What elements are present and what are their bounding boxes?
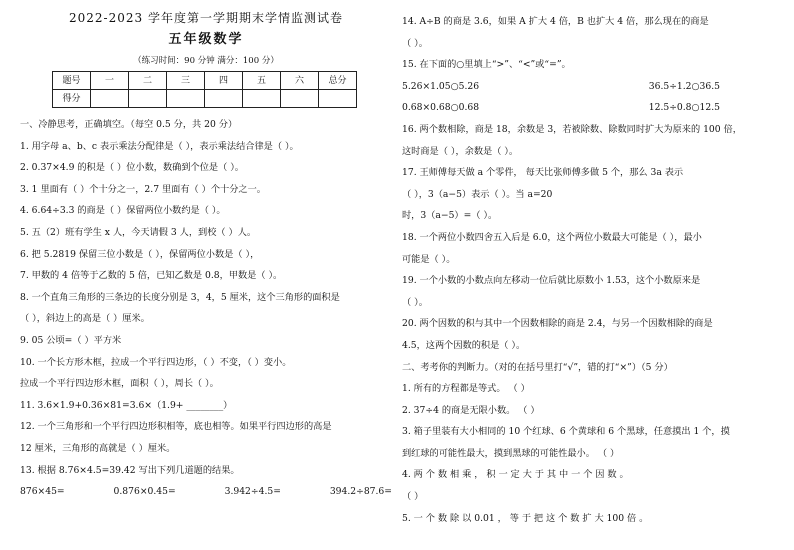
table-cell: 四 <box>205 72 243 90</box>
question-18: 18. 一个两位小数四舍五入后是 6.0，这个两位小数最大可能是（ ），最小 <box>402 231 702 243</box>
exam-info: （练习时间：90 分钟 满分：100 分） <box>133 56 279 66</box>
score-cell[interactable] <box>243 90 281 108</box>
question-4: 4. 6.64÷3.3 的商是（ ）保留两位小数约是（ ）。 <box>20 205 226 217</box>
question-8-cont: （ ），斜边上的高是（ ）厘米。 <box>20 313 150 325</box>
calc-item: 0.876×0.45= <box>113 486 176 498</box>
calc-item: 3.942÷4.5= <box>224 486 281 498</box>
question-2: 2. 0.37×4.9 的积是（ ）位小数，数确到个位是（ ）。 <box>20 162 244 174</box>
compare-row <box>402 76 780 98</box>
question-9: 9. 05 公顷=（ ）平方米 <box>20 334 122 346</box>
table-cell: 二 <box>129 72 167 90</box>
compare-item: 0.68×0.68○0.68 <box>402 102 480 114</box>
score-cell[interactable] <box>129 90 167 108</box>
exam-title: 2022-2023 学年度第一学期期末学情监测试卷 <box>69 11 343 25</box>
question-3: 3. 1 里面有（ ）个十分之一，2.7 里面有（ ）个十分之一。 <box>20 183 266 195</box>
question-15: 15. 在下面的○里填上“>”、“<”或“=”。 <box>402 59 571 71</box>
compare-item: 5.26×1.05○5.26 <box>402 80 480 92</box>
question-10: 10. 一个长方形木框，拉成一个平行四边形，（ ）不变，（ ）变小。 <box>20 356 292 368</box>
question-10-cont: 拉成一个平行四边形木框，面积（ ），周长（ ）。 <box>20 378 219 390</box>
question-12: 12. 一个三角形和一个平行四边形积相等，底也相等。如果平行四边形的高是 <box>20 421 332 433</box>
score-cell[interactable] <box>319 90 357 108</box>
question-8: 8. 一个直角三角形的三条边的长度分别是 3，4，5 厘米，这个三角形的面积是 <box>20 291 340 303</box>
table-cell: 得分 <box>53 90 91 108</box>
table-cell: 五 <box>243 72 281 90</box>
question-5: 5. 五（2）班有学生 x 人，今天请假 3 人，到校（ ）人。 <box>20 226 257 238</box>
right-column <box>402 0 780 529</box>
table-cell: 六 <box>281 72 319 90</box>
question-6: 6. 把 5.2819 保留三位小数是（ ），保留两位小数是（ ）， <box>20 248 260 260</box>
calc-item: 394.2÷87.6= <box>329 486 392 498</box>
question-1: 1. 用字母 a、b、c 表示乘法分配律是（ ），表示乘法结合律是（ ）。 <box>20 140 299 152</box>
score-cell[interactable] <box>281 90 319 108</box>
question-17-end: 时，3（a−5）=（ ）。 <box>402 210 498 222</box>
question-16-cont: 这时商是（ ），余数是（ ）。 <box>402 145 519 157</box>
section-two-heading: 二、考考你的判断力。（对的在括号里打“√”，错的打“×”）（5 分） <box>402 361 673 373</box>
score-table-score-row <box>53 90 357 108</box>
table-cell: 题号 <box>53 72 91 90</box>
question-12-cont: 12 厘米，三角形的高就是（ ）厘米。 <box>20 442 176 454</box>
question-13: 13. 根据 8.76×4.5=39.42 写出下列几道题的结果。 <box>20 464 240 476</box>
judge-5: 5. 一 个 数 除 以 0.01 ， 等 于 把 这 个 数 扩 大 100 倍 。 <box>402 512 649 524</box>
score-cell[interactable] <box>91 90 129 108</box>
table-cell: 总分 <box>319 72 357 90</box>
score-table <box>52 71 357 108</box>
judge-3: 3. 箱子里装有大小相同的 10 个红球、6 个黄球和 6 个黑球，任意摸出 1 个，摸 <box>402 426 730 438</box>
left-column <box>20 0 392 503</box>
score-cell[interactable] <box>167 90 205 108</box>
table-cell: 三 <box>167 72 205 90</box>
compare-item: 12.5÷0.8○12.5 <box>648 102 720 114</box>
question-7: 7. 甲数的 4 倍等于乙数的 5 倍，已知乙数是 0.8，甲数是（ ）。 <box>20 270 283 282</box>
question-16: 16. 两个数相除，商是 18，余数是 3，若被除数、除数同时扩大为原来的 100 倍， <box>402 123 742 135</box>
compare-row <box>402 97 780 119</box>
calc-item: 876×45= <box>20 486 65 498</box>
question-19: 19. 一个小数的小数点向左移动一位后就比原数小 1.53，这个小数原来是 <box>402 275 701 287</box>
compare-item: 36.5÷1.2○36.5 <box>648 80 720 92</box>
question-14-cont: （ ）。 <box>402 37 428 49</box>
question-18-cont: 可能是（ ）。 <box>402 253 456 265</box>
question-11: 11. 3.6×1.9+0.36×81=3.6×（1.9+ ________） <box>20 399 233 411</box>
judge-4-cont: （ ） <box>402 491 424 503</box>
judge-1: 1. 所有的方程都是等式。 （ ） <box>402 383 530 395</box>
question-20: 20. 两个因数的积与其中一个因数相除的商是 2.4，与另一个因数相除的商是 <box>402 318 713 330</box>
question-20-cont: 4.5，这两个因数的积是（ ）。 <box>402 339 526 351</box>
score-cell[interactable] <box>205 90 243 108</box>
question-17: 17. 王师傅每天做 a 个零件， 每天比张师傅多做 5 个，那么 3a 表示 <box>402 167 684 179</box>
question-13-calc-row <box>20 481 392 503</box>
judge-3-cont: 到红球的可能性最大，摸到黑球的可能性最小。 （ ） <box>402 447 620 459</box>
question-17-cont: （ ），3（a−5）表示（ ）。当 a=20 <box>402 188 553 200</box>
exam-subtitle: 五年级数学 <box>168 32 244 47</box>
table-cell: 一 <box>91 72 129 90</box>
judge-2: 2. 37÷4 的商是无限小数。 （ ） <box>402 404 540 416</box>
judge-4: 4. 两 个 数 相 乘 ， 积 一 定 大 于 其 中 一 个 因 数 。 <box>402 469 629 481</box>
question-14: 14. A÷B 的商是 3.6，如果 A 扩大 4 倍，B 也扩大 4 倍，那么现在的商是 <box>402 16 709 27</box>
section-one-heading: 一、冷静思考，正确填空。（每空 0.5 分，共 20 分） <box>20 119 238 130</box>
question-19-cont: （ ）。 <box>402 296 428 308</box>
score-table-header-row <box>53 72 357 90</box>
